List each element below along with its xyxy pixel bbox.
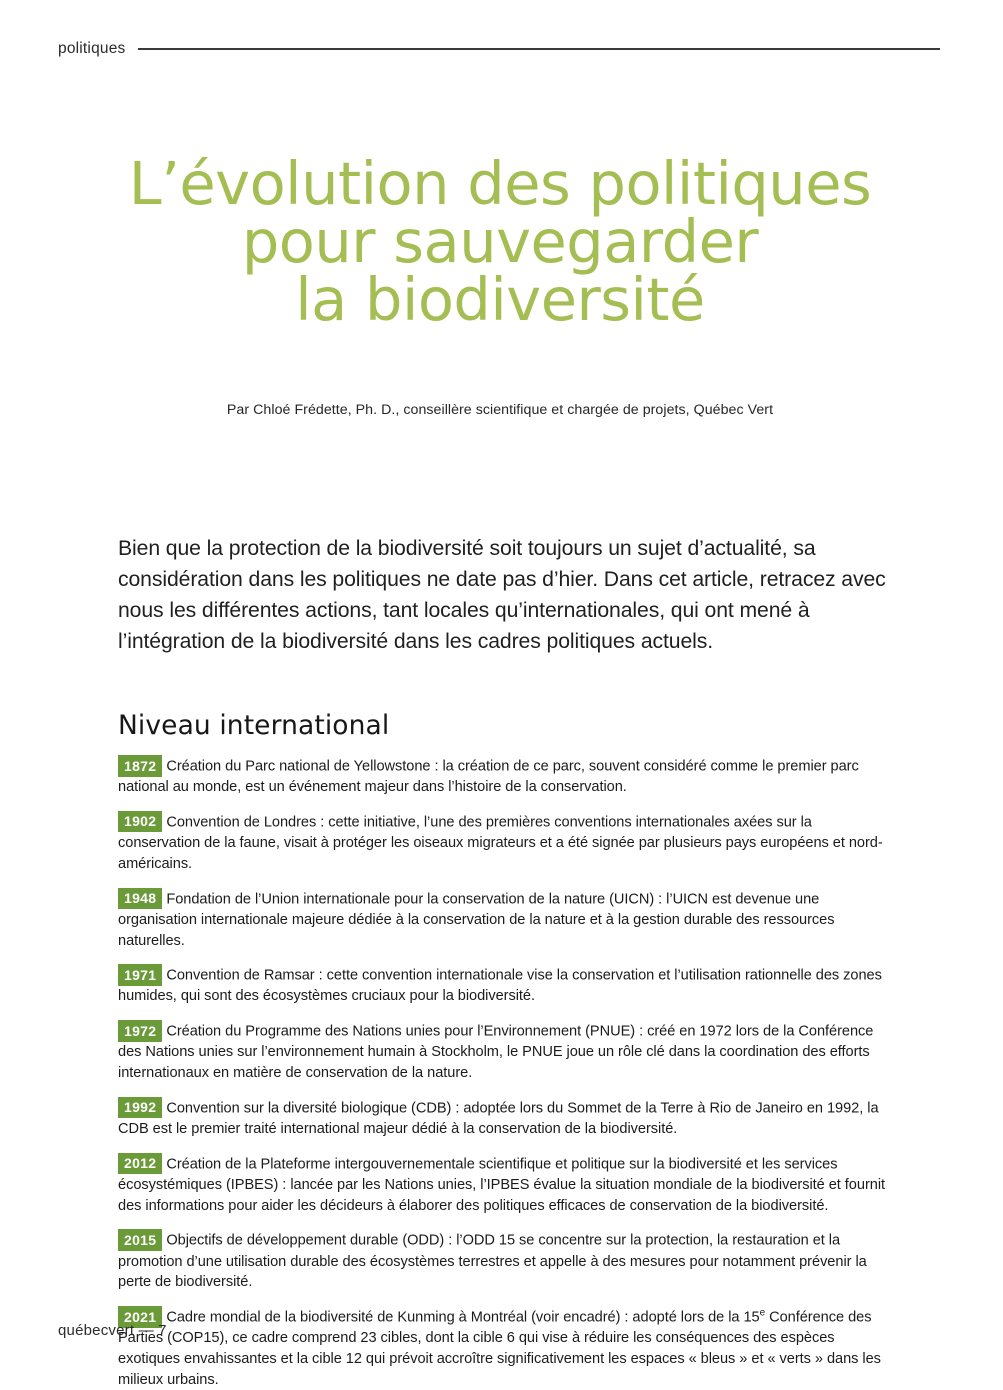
byline: Par Chloé Frédette, Ph. D., conseillère scientifique et chargée de projets, Québec Vert bbox=[226, 402, 774, 418]
entry-text-after-sup: Conférence des Parties (COP15), ce cadre comprend 23 cibles, dont la cible 6 qui vise à réduire les conséquences des espèces exotiques envahissantes et la cible 12 qui prévoit accroître significativement les espaces « bleus » et « verts » dans les milieux urbains. bbox=[118, 1309, 881, 1388]
timeline-entry bbox=[118, 888, 890, 952]
running-header bbox=[58, 40, 940, 58]
year-badge: 1948 bbox=[118, 888, 162, 910]
page-title bbox=[60, 149, 940, 335]
title-line-2: pour sauvegarder bbox=[241, 207, 759, 277]
year-badge: 2015 bbox=[118, 1229, 162, 1251]
timeline-entry bbox=[118, 755, 890, 798]
timeline-entry bbox=[118, 1020, 890, 1084]
entry-text: Création du Parc national de Yellowstone : la création de ce parc, souvent considéré comme le premier parc national au monde, est un événement majeur dans l’histoire de la conservation. bbox=[118, 758, 859, 796]
year-badge: 2021 bbox=[118, 1306, 162, 1328]
timeline-entry bbox=[118, 811, 890, 875]
entry-text: Convention de Ramsar : cette convention internationale vise la conservation et l’utilisation rationnelle des zones humides, qui sont des écosystèmes cruciaux pour la biodiversité. bbox=[118, 967, 882, 1005]
section-heading: Niveau international bbox=[118, 710, 390, 741]
timeline-entry bbox=[118, 1229, 890, 1293]
year-badge: 1971 bbox=[118, 964, 162, 986]
entry-text-before-sup: Cadre mondial de la biodiversité de Kunming à Montréal (voir encadré) : adopté lors de la 15 bbox=[166, 1309, 760, 1326]
entry-text: Création du Programme des Nations unies pour l’Environnement (PNUE) : créé en 1972 lors de la Conférence des Nations unies sur l’environnement humain à Stockholm, le PNUE joue un rôle clé dans la coordination des efforts internationaux en matière de conservation de la nature. bbox=[118, 1023, 874, 1082]
timeline-entry bbox=[118, 964, 890, 1007]
section-niveau-international bbox=[118, 710, 890, 1390]
title-line-3: la biodiversité bbox=[295, 265, 705, 335]
year-badge: 1902 bbox=[118, 811, 162, 833]
lead-paragraph: Bien que la protection de la biodiversité soit toujours un sujet d’actualité, sa considération dans les politiques ne date pas d’hier. Dans cet article, retracez avec nous les différentes actions, tant locales qu’internationales, qui ont mené à l’intégration de la biodiversité dans les cadres politiques actuels. bbox=[118, 537, 886, 654]
entry-text: Objectifs de développement durable (ODD) : l’ODD 15 se concentre sur la protection, la restauration et la promotion d’une utilisation durable des écosystèmes terrestres et appelle à des mesures pour notamment prévenir la perte de biodiversité. bbox=[118, 1232, 867, 1291]
year-badge: 1992 bbox=[118, 1097, 162, 1119]
entry-text: Fondation de l’Union internationale pour la conservation de la nature (UICN) : l’UICN est devenue une organisation internationale majeure dédiée à la conservation de la nature et à la gestion durable des ressources naturelles. bbox=[118, 891, 835, 949]
entry-text: Convention sur la diversité biologique (CDB) : adoptée lors du Sommet de la Terre à Rio de Janeiro en 1992, la CDB est le premier traité international majeur dédié à la conservation de la biodiversité. bbox=[118, 1100, 879, 1138]
year-badge: 1972 bbox=[118, 1020, 162, 1042]
year-badge: 1872 bbox=[118, 755, 162, 777]
title-block bbox=[60, 149, 940, 335]
entry-text: Création de la Plateforme intergouvernementale scientifique et politique sur la biodiversité et les services écosystémiques (IPBES) : lancée par les Nations unies, l’IPBES évalue la situation mondiale de la biodiversité et fournit des informations pour aider les décideurs à élaborer des politiques efficaces de conservation de la biodiversité. bbox=[118, 1156, 886, 1214]
title-line-1: L’évolution des politiques bbox=[128, 149, 872, 218]
entry-text: Convention de Londres : cette initiative, l’une des premières conventions internationales axées sur la conservation de la faune, visait à protéger les oiseaux migrateurs et a été signée par plusieurs pays européens et nord-américains. bbox=[118, 814, 883, 872]
year-badge: 2012 bbox=[118, 1153, 162, 1175]
page-footer: québecvert — 7 bbox=[58, 1322, 167, 1339]
section-kicker: politiques bbox=[58, 40, 126, 57]
timeline-entry bbox=[118, 1153, 890, 1217]
timeline-entry bbox=[118, 1097, 890, 1140]
timeline-entry bbox=[118, 1306, 890, 1390]
ordinal-superscript: e bbox=[759, 1307, 766, 1319]
header-rule bbox=[138, 48, 941, 50]
